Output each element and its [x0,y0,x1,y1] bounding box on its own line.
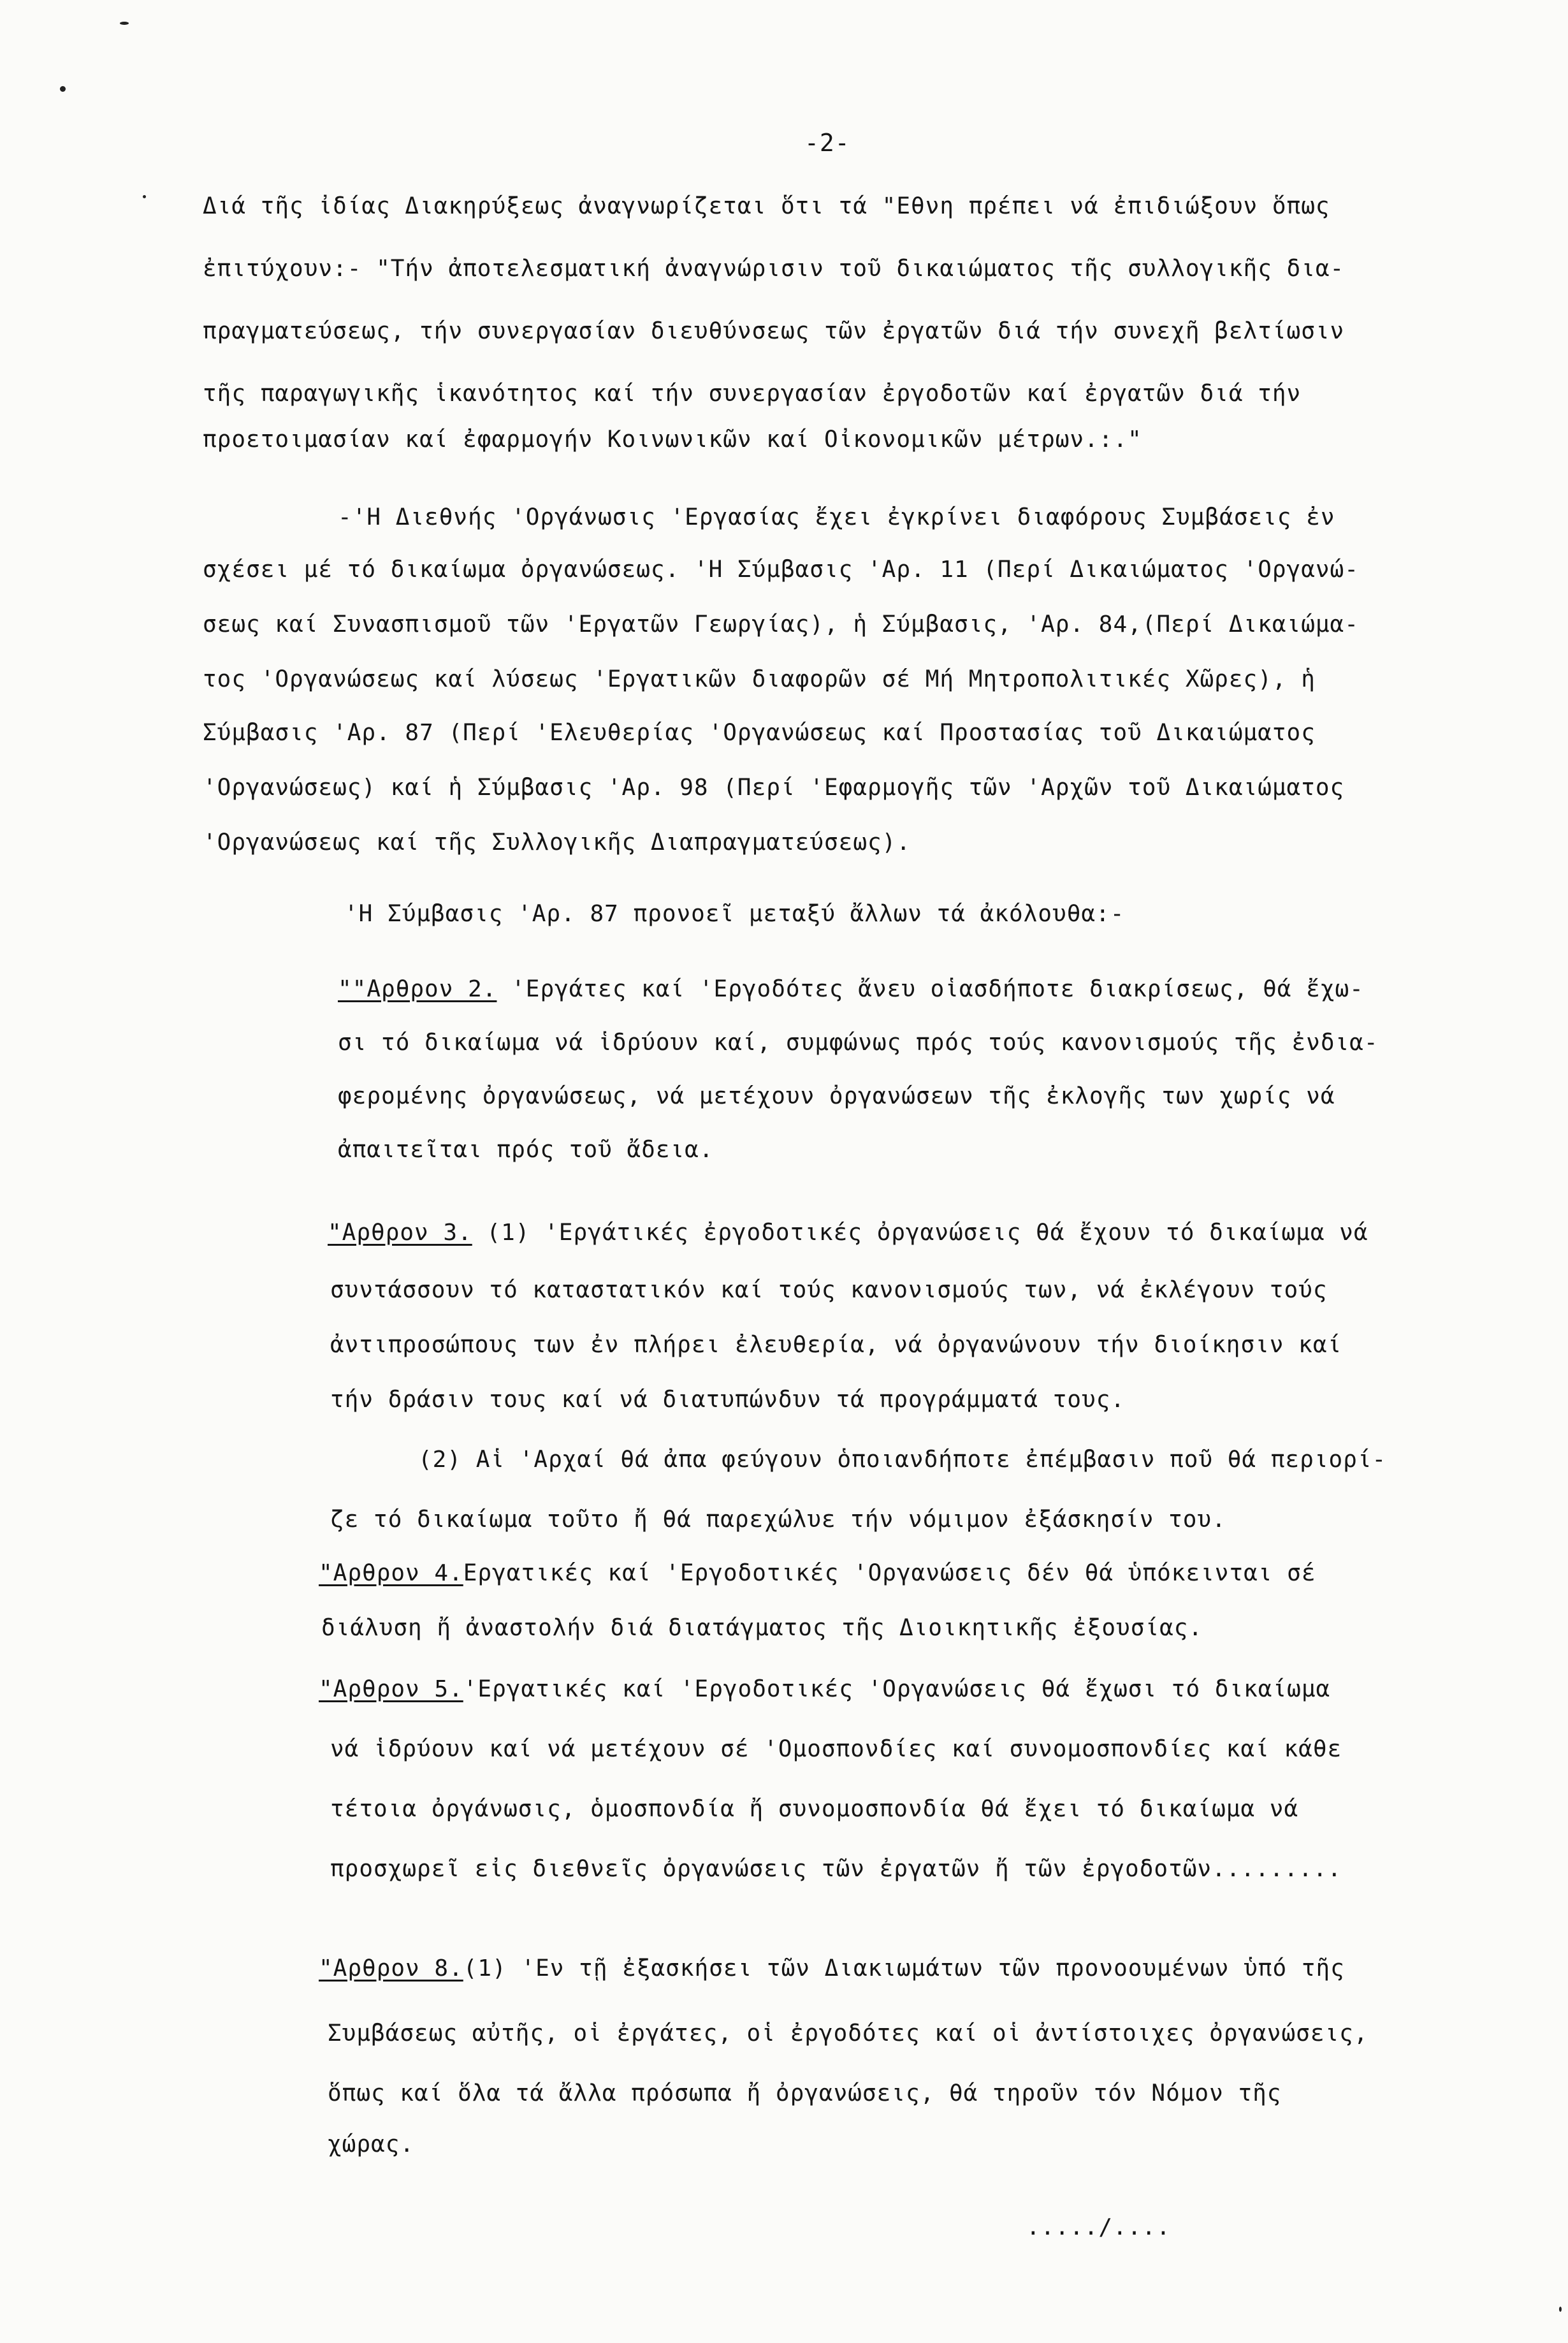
article-text: (1) 'Εν τῇ ἐξασκήσει τῶν Διακιωμάτων τῶν προνοουμένων ὑπό τῆς [463,1955,1345,1982]
article-text: 'Εργάτες καί 'Εργοδότες ἄνευ οἱασδήποτε διακρίσεως, θά ἔχω- [497,976,1364,1002]
scan-speck [120,22,129,25]
text-line: (2) Αἱ 'Αρχαί θά ἀπα φεύγουν ὁποιανδήποτε ἐπέμβασιν ποῦ θά περιορί- [418,1447,1387,1473]
text-line: διάλυση ἤ ἀναστολήν διά διατάγματος τῆς Διοικητικῆς ἐξουσίας. [321,1615,1203,1641]
article-text: (1) 'Εργάτικές ἐργοδοτικές ὀργανώσεις θά ἔχουν τό δικαίωμα νά [472,1220,1368,1246]
article-text: Εργατικές καί 'Εργοδοτικές 'Οργανώσεις δέν θά ὑπόκεινται σέ [463,1560,1316,1586]
text-line: 'Η Σύμβασις 'Αρ. 87 προνοεῖ μεταξύ ἄλλων τά ἀκόλουθα:- [344,901,1125,927]
scan-speck [1559,2307,1562,2312]
article-8-line [319,1953,1345,1984]
text-line: ζε τό δικαίωμα τοῦτο ἤ θά παρεχώλυε τήν νόμιμον ἐξάσκησίν του. [330,1507,1226,1533]
text-line: 'Οργανώσεως) καί ἡ Σύμβασις 'Αρ. 98 (Περί 'Εφαρμογῆς τῶν 'Αρχῶν τοῦ Δικαιώματος [203,775,1345,801]
page-number: -2- [804,129,850,157]
text-line: ὅπως καί ὅλα τά ἄλλα πρόσωπα ἤ ὀργανώσεις, θά τηροῦν τόν Νόμον τῆς [328,2080,1282,2106]
article-5-line [319,1674,1330,1705]
text-line: 'Οργανώσεως καί τῆς Συλλογικῆς Διαπραγματεύσεως). [203,829,911,856]
text-line: πραγματεύσεως, τήν συνεργασίαν διευθύνσεως τῶν ἐργατῶν διά τήν συνεχῆ βελτίωσιν [203,318,1345,344]
text-line: τήν δράσιν τους καί νά διατυπώνδυν τά προγράμματά τους. [330,1387,1126,1413]
scan-speck [143,195,146,198]
article-heading: "Αρθρον 5. [319,1676,463,1702]
text-line: φερομένης ὀργανώσεως, νά μετέχουν ὀργανώσεων τῆς ἐκλογῆς των χωρίς νά [338,1083,1335,1109]
text-line: ἐπιτύχουν:- "Τήν ἀποτελεσματική ἀναγνώρισιν τοῦ δικαιώματος τῆς συλλογικῆς δια- [203,256,1345,282]
continuation-mark: ...../.... [1026,2214,1171,2240]
scan-speck [60,86,66,92]
text-line: προετοιμασίαν καί ἐφαρμογήν Κοινωνικῶν καί Οἰκονομικῶν μέτρων.:." [203,427,1142,453]
text-line: τος 'Οργανώσεως καί λύσεως 'Εργατικῶν διαφορῶν σέ Μή Μητροπολιτικές Χῶρες), ἡ [203,666,1316,692]
text-line: -'Η Διεθνής 'Οργάνωσις 'Εργασίας ἔχει ἐγκρίνει διαφόρους Συμβάσεις ἐν [338,504,1335,530]
text-line: σεως καί Συνασπισμοῦ τῶν 'Εργατῶν Γεωργίας), ἡ Σύμβασις, 'Αρ. 84,(Περί Δικαιώμα- [203,611,1359,638]
text-line: συντάσσουν τό καταστατικόν καί τούς κανονισμούς των, νά ἐκλέγουν τούς [330,1277,1328,1303]
text-line: προσχωρεῖ εἰς διεθνεῖς ὀργανώσεις τῶν ἐργατῶν ἤ τῶν ἐργοδοτῶν......... [330,1856,1342,1882]
text-line: τέτοια ὀργάνωσις, ὁμοσπονδία ἤ συνομοσπονδία θά ἔχει τό δικαίωμα νά [330,1796,1299,1822]
article-4-line [319,1558,1316,1589]
article-heading: "Αρθρον 3. [328,1220,472,1246]
text-line: Διά τῆς ἰδίας Διακηρύξεως ἀναγνωρίζεται ὅτι τά "Εθνη πρέπει νά ἐπιδιώξουν ὅπως [203,193,1330,219]
text-line: ἀπαιτεῖται πρός τοῦ ἄδεια. [338,1137,714,1163]
text-line: σι τό δικαίωμα νά ἱδρύουν καί, συμφώνως πρός τούς κανονισμούς τῆς ἐνδια- [338,1030,1379,1056]
article-text: 'Εργατικές καί 'Εργοδοτικές 'Οργανώσεις θά ἔχωσι τό δικαίωμα [463,1676,1331,1702]
text-line: ἀντιπροσώπους των ἐν πλήρει ἐλευθερία, νά ὀργανώνουν τήν διοίκησιν καί [330,1332,1342,1358]
text-line: νά ἱδρύουν καί νά μετέχουν σέ 'Ομοσπονδίες καί συνομοσπονδίες καί κάθε [330,1736,1342,1762]
text-line: τῆς παραγωγικῆς ἱκανότητος καί τήν συνεργασίαν ἐργοδοτῶν καί ἐργατῶν διά τήν [203,381,1302,407]
text-line: χώρας. [328,2131,415,2157]
text-line: Σύμβασις 'Αρ. 87 (Περί 'Ελευθερίας 'Οργανώσεως καί Προστασίας τοῦ Δικαιώματος [203,720,1316,746]
article-heading: "Αρθρον 8. [319,1955,463,1982]
text-line: σχέσει μέ τό δικαίωμα ὀργανώσεως. 'Η Σύμβασις 'Αρ. 11 (Περί Δικαιώματος 'Οργανώ- [203,557,1359,583]
article-heading: ""Αρθρον 2. [338,976,497,1002]
article-3-line [328,1218,1368,1248]
article-heading: "Αρθρον 4. [319,1560,463,1586]
article-2-line [338,974,1364,1005]
text-line: Συμβάσεως αὐτῆς, οἱ ἐργάτες, οἱ ἐργοδότες καί οἱ ἀντίστοιχες ὀργανώσεις, [328,2020,1368,2047]
